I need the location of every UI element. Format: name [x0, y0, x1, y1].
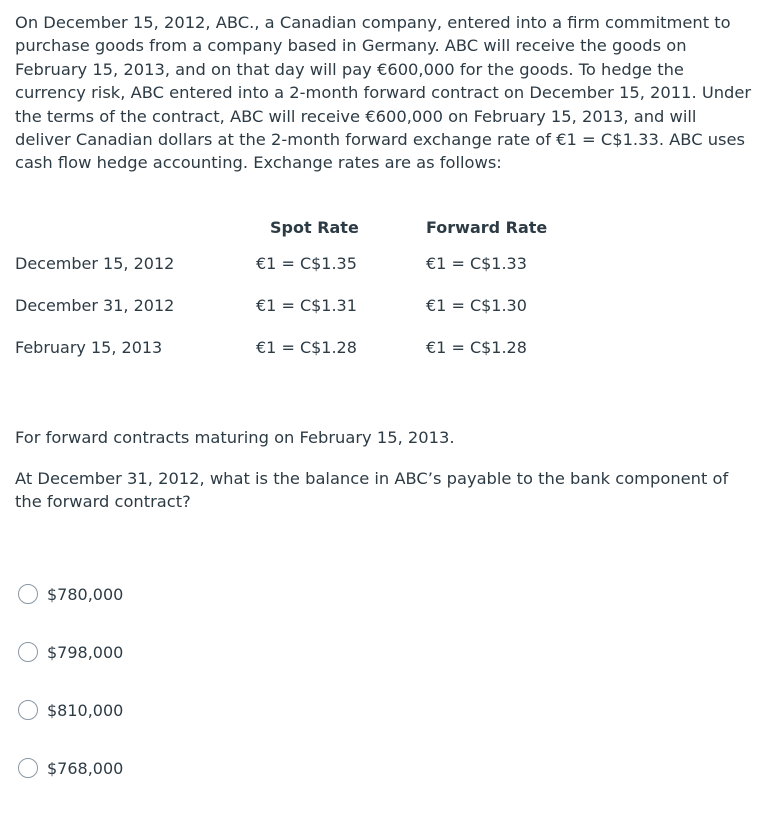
exchange-rate-table — [15, 212, 586, 368]
row-forward-rate: €1 = C$1.33 — [426, 253, 527, 273]
row-spot-rate: €1 = C$1.31 — [256, 295, 357, 315]
row-spot-rate: €1 = C$1.35 — [256, 253, 357, 273]
answer-option-label: $768,000 — [47, 758, 124, 778]
question-text: At December 31, 2012, what is the balance in ABC’s payable to the bank component of the forward contract? — [15, 469, 729, 511]
table-header-row — [15, 212, 586, 242]
answer-option-label: $780,000 — [47, 584, 124, 604]
row-date: December 31, 2012 — [15, 295, 175, 315]
answer-option[interactable] — [18, 697, 123, 723]
table-row — [15, 326, 586, 368]
row-date: December 15, 2012 — [15, 253, 175, 273]
problem-statement: On December 15, 2012, ABC., a Canadian company, entered into a firm commitment to purchase goods from a company based in Germany. ABC will receive the goods on February 15, 2013, and on that day will pay €600,000 for the goods. To hedge the currency risk, ABC entered into a 2-month forward contract on December 15, 2011. Under the terms of the contract, ABC will receive €600,000 on February 15, 2013, and will deliver Canadian dollars at the 2-month forward exchange rate of €1 = C$1.33. ABC uses cash flow hedge accounting. Exchange rates are as follows: — [15, 13, 752, 173]
row-forward-rate: €1 = C$1.30 — [426, 295, 527, 315]
contract-note: For forward contracts maturing on February 15, 2013. — [15, 428, 455, 447]
answer-option[interactable] — [18, 581, 123, 607]
spot-rate-header: Spot Rate — [270, 217, 359, 237]
row-date: February 15, 2013 — [15, 337, 163, 357]
date-column-header — [15, 212, 256, 242]
table-row — [15, 284, 586, 326]
answer-options — [18, 581, 123, 813]
radio-button[interactable] — [18, 584, 38, 604]
answer-option[interactable] — [18, 755, 123, 781]
radio-button[interactable] — [18, 642, 38, 662]
radio-button[interactable] — [18, 700, 38, 720]
row-spot-rate: €1 = C$1.28 — [256, 337, 357, 357]
answer-option-label: $810,000 — [47, 700, 124, 720]
answer-option[interactable] — [18, 639, 123, 665]
forward-rate-header: Forward Rate — [426, 217, 548, 237]
row-forward-rate: €1 = C$1.28 — [426, 337, 527, 357]
radio-button[interactable] — [18, 758, 38, 778]
table-row — [15, 242, 586, 284]
answer-option-label: $798,000 — [47, 642, 124, 662]
